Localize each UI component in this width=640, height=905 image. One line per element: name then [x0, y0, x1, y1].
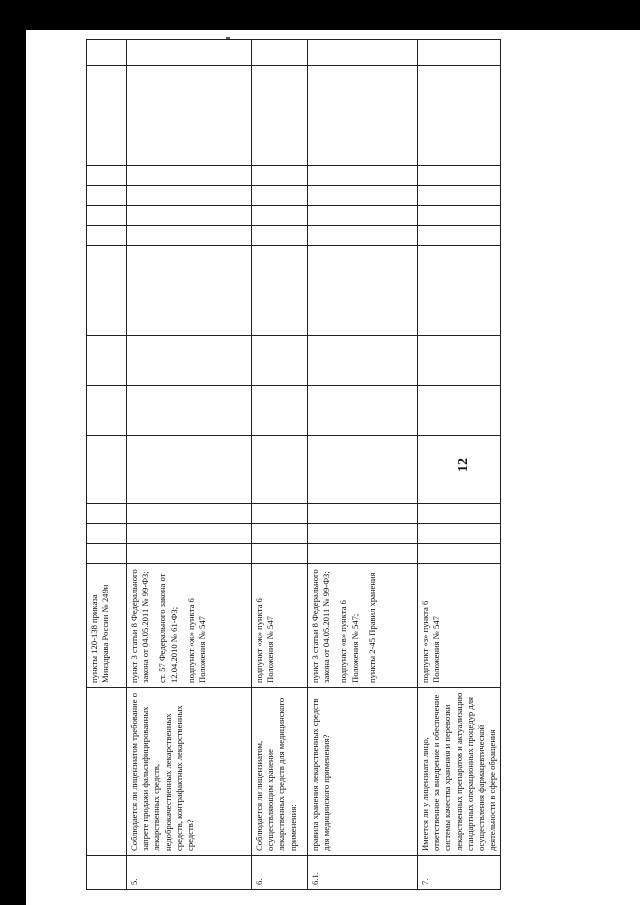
table-row	[87, 40, 127, 890]
table-row	[308, 40, 418, 890]
reference-line: подпункт «в» пункта 6 Положения № 547;	[338, 600, 360, 683]
page-number: 12	[456, 458, 471, 472]
checklist-table	[86, 39, 501, 890]
requirement-text: Соблюдается ли лицензиатом, осуществляющим хранение лекарственных средств для медицинского применения:	[252, 688, 308, 856]
reference-line: пункт 3 статьи 8 Федерального закона от 04.05.2011 № 99-ФЗ;	[129, 569, 151, 683]
item-number	[87, 856, 127, 890]
requirement-text	[87, 688, 127, 856]
requirement-text: Имеется ли у лицензиата лицо, ответственное за внедрение и обеспечение системы качества хранения и перевозки лекарственных препаратов и актуализацию стандартных операционных процедур для осуществления фармацевтической деятельности в сфере обращения	[418, 688, 501, 856]
reference-line: пункты 120-138 приказа Минздрава России № 249н	[89, 584, 111, 683]
reference-line: подпункт «ж» пункта 6 Положения № 547	[185, 598, 207, 683]
item-number: 5.	[127, 856, 252, 890]
requirement-text: правила хранения лекарственных средств для медицинского применения?	[308, 688, 418, 856]
table-row	[127, 40, 252, 890]
legal-reference	[418, 564, 501, 688]
item-number: 7.	[418, 856, 501, 890]
legal-reference	[87, 564, 127, 688]
scan-border-top	[0, 0, 640, 30]
rotated-page-content	[86, 40, 516, 890]
item-number: 6.	[252, 856, 308, 890]
scan-border-left	[0, 30, 26, 905]
reference-line: пункты 2-45 Правил хранения	[366, 572, 377, 683]
reference-line: подпункт «з» пункта 6 Положения № 547	[420, 600, 442, 683]
reference-line: пункт 3 статьи 8 Федерального закона от 04.05.2011 № 99-ФЗ;	[310, 569, 332, 683]
legal-reference	[308, 564, 418, 688]
requirement-text: Соблюдается ли лицензиатом требование о запрете продажи фальсифицированных лекарственных средств, недоброкачественных лекарственных средств, контрафактных лекарственных средств?	[127, 688, 252, 856]
legal-reference	[127, 564, 252, 688]
reference-line: подпункт «ж» пункта 6 Положения № 547	[254, 598, 276, 683]
legal-reference	[252, 564, 308, 688]
item-number: 6.1.	[308, 856, 418, 890]
table-row	[252, 40, 308, 890]
reference-line: ст. 57 Федерального закона от 12.04.2010 № 61-ФЗ;	[157, 573, 179, 683]
